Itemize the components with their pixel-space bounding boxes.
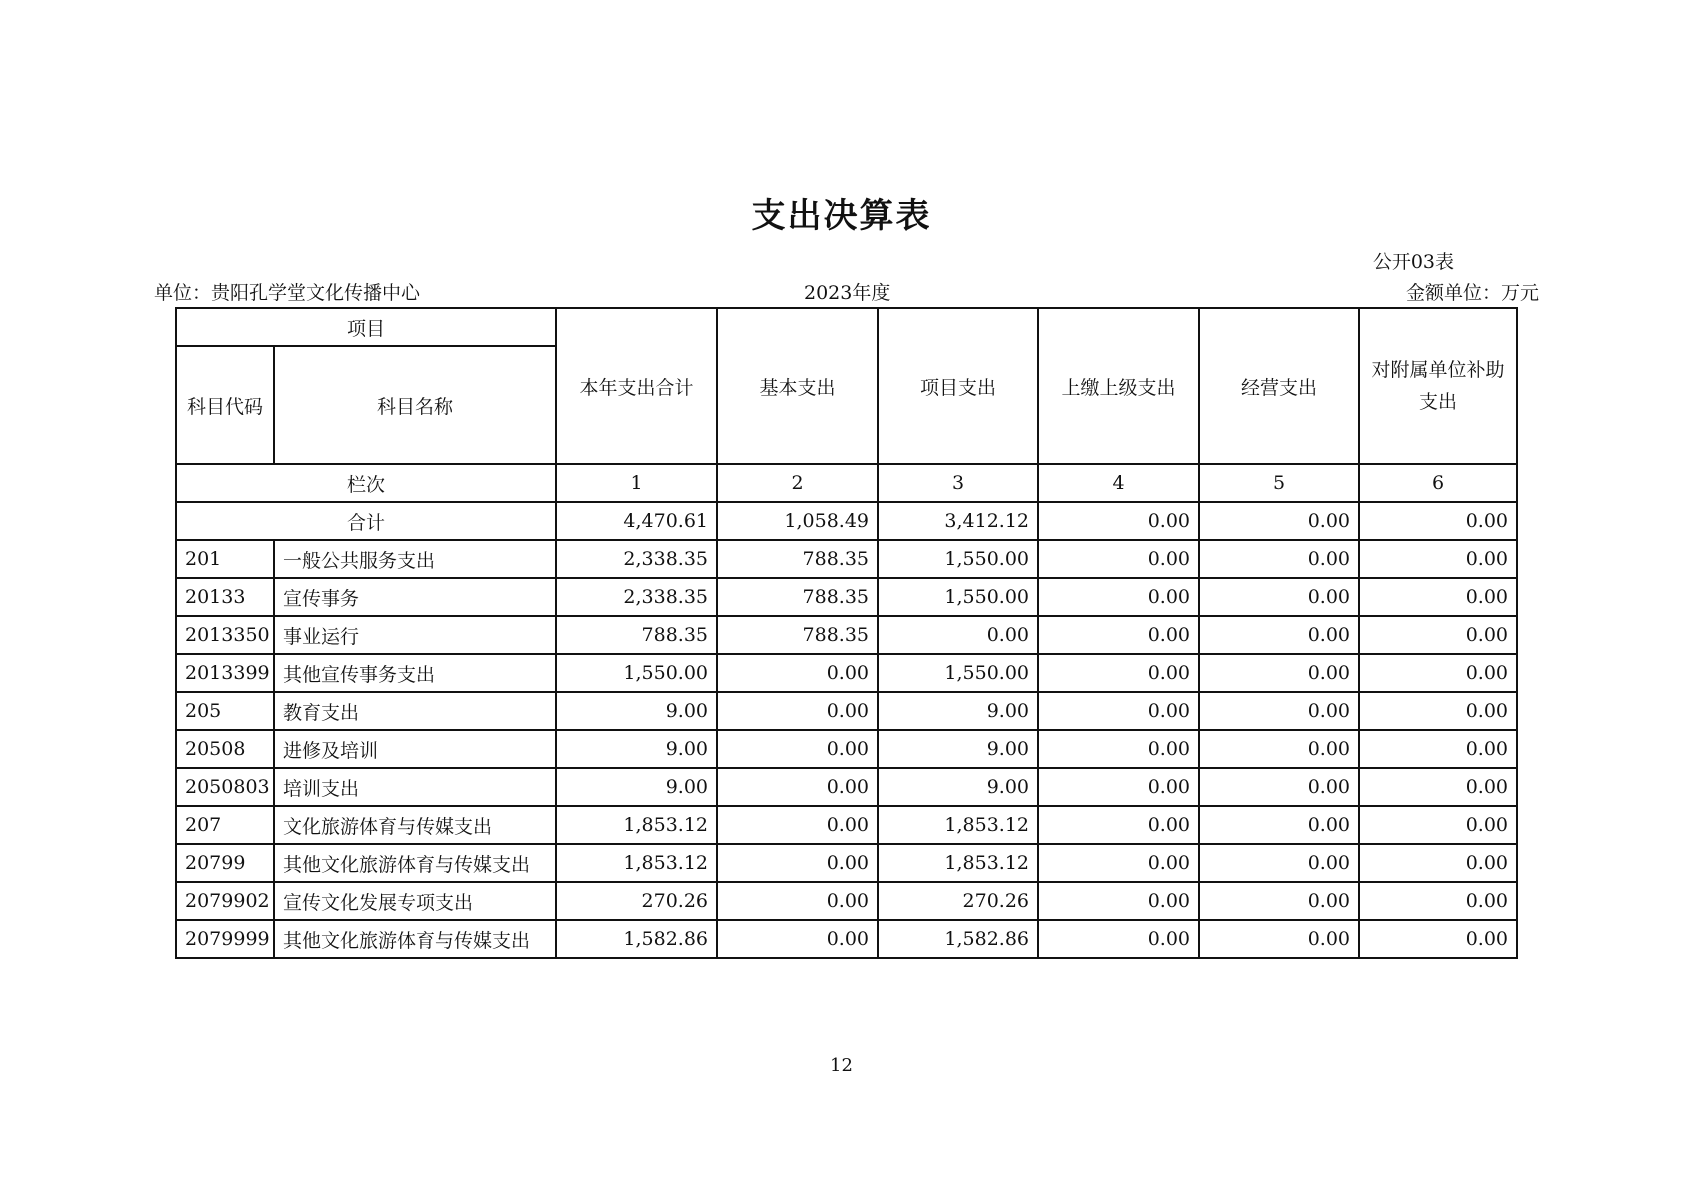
table-row xyxy=(176,654,1517,692)
amount-cell: 0.00 xyxy=(1038,692,1199,730)
subject-code: 207 xyxy=(176,806,274,844)
amount-cell: 2,338.35 xyxy=(556,540,717,578)
amount-cell: 0.00 xyxy=(1359,654,1517,692)
amount-cell: 0.00 xyxy=(717,692,878,730)
total-cell: 4,470.61 xyxy=(556,502,717,540)
index-cell: 5 xyxy=(1199,464,1359,502)
amount-cell: 0.00 xyxy=(1199,844,1359,882)
amount-cell: 1,582.86 xyxy=(556,920,717,958)
amount-cell: 9.00 xyxy=(878,730,1038,768)
amount-cell: 270.26 xyxy=(878,882,1038,920)
amount-cell: 0.00 xyxy=(717,882,878,920)
amount-cell: 1,550.00 xyxy=(878,654,1038,692)
amount-cell: 9.00 xyxy=(556,730,717,768)
amount-cell: 0.00 xyxy=(1359,768,1517,806)
table-row xyxy=(176,540,1517,578)
amount-cell: 1,853.12 xyxy=(878,844,1038,882)
amount-cell: 9.00 xyxy=(878,692,1038,730)
header-col2: 基本支出 xyxy=(717,308,878,464)
header-col1: 本年支出合计 xyxy=(556,308,717,464)
subject-name: 其他文化旅游体育与传媒支出 xyxy=(274,844,556,882)
amount-cell: 0.00 xyxy=(717,654,878,692)
amount-cell: 788.35 xyxy=(717,578,878,616)
subject-code: 201 xyxy=(176,540,274,578)
amount-cell: 0.00 xyxy=(1038,578,1199,616)
amount-cell: 0.00 xyxy=(1199,920,1359,958)
index-cell: 6 xyxy=(1359,464,1517,502)
amount-cell: 0.00 xyxy=(1359,540,1517,578)
index-cell: 3 xyxy=(878,464,1038,502)
index-cell: 1 xyxy=(556,464,717,502)
amount-cell: 0.00 xyxy=(1359,730,1517,768)
subject-name: 一般公共服务支出 xyxy=(274,540,556,578)
amount-cell: 0.00 xyxy=(717,844,878,882)
subject-name: 事业运行 xyxy=(274,616,556,654)
amount-cell: 0.00 xyxy=(1199,654,1359,692)
unit-row xyxy=(154,278,1539,304)
amount-cell: 788.35 xyxy=(717,616,878,654)
amount-cell: 0.00 xyxy=(1199,540,1359,578)
amount-cell: 0.00 xyxy=(1038,806,1199,844)
total-row xyxy=(176,502,1517,540)
header-code: 科目代码 xyxy=(176,346,274,464)
subject-code: 2050803 xyxy=(176,768,274,806)
subject-code: 2013350 xyxy=(176,616,274,654)
amount-cell: 1,550.00 xyxy=(878,578,1038,616)
subject-name: 宣传事务 xyxy=(274,578,556,616)
subject-code: 20133 xyxy=(176,578,274,616)
amount-cell: 0.00 xyxy=(878,616,1038,654)
amount-cell: 0.00 xyxy=(1038,654,1199,692)
index-label: 栏次 xyxy=(176,464,556,502)
total-cell: 0.00 xyxy=(1199,502,1359,540)
subject-name: 教育支出 xyxy=(274,692,556,730)
header-name: 科目名称 xyxy=(274,346,556,464)
amount-cell: 2,338.35 xyxy=(556,578,717,616)
amount-cell: 0.00 xyxy=(1038,540,1199,578)
index-cell: 2 xyxy=(717,464,878,502)
table-row xyxy=(176,882,1517,920)
amount-cell: 270.26 xyxy=(556,882,717,920)
expenditure-table xyxy=(175,307,1518,959)
subject-name: 其他宣传事务支出 xyxy=(274,654,556,692)
amount-cell: 0.00 xyxy=(1359,692,1517,730)
amount-cell: 0.00 xyxy=(1359,806,1517,844)
amount-cell: 0.00 xyxy=(1359,578,1517,616)
amount-cell: 0.00 xyxy=(1038,616,1199,654)
table-row xyxy=(176,578,1517,616)
header-col3: 项目支出 xyxy=(878,308,1038,464)
total-cell: 0.00 xyxy=(1038,502,1199,540)
amount-cell: 9.00 xyxy=(878,768,1038,806)
header-col6: 对附属单位补助支出 xyxy=(1359,308,1517,464)
amount-cell: 0.00 xyxy=(717,730,878,768)
table-row xyxy=(176,616,1517,654)
amount-cell: 788.35 xyxy=(556,616,717,654)
amount-cell: 0.00 xyxy=(1038,730,1199,768)
amount-cell: 0.00 xyxy=(717,920,878,958)
table-row xyxy=(176,844,1517,882)
table-row xyxy=(176,768,1517,806)
amount-cell: 0.00 xyxy=(1359,616,1517,654)
amount-cell: 1,853.12 xyxy=(556,806,717,844)
header-col5: 经营支出 xyxy=(1199,308,1359,464)
form-number: 公开03表 xyxy=(1372,251,1454,273)
index-row xyxy=(176,464,1517,502)
total-cell: 3,412.12 xyxy=(878,502,1038,540)
table-row xyxy=(176,692,1517,730)
total-cell: 0.00 xyxy=(1359,502,1517,540)
money-unit-label: 金额单位：万元 xyxy=(1405,282,1539,304)
header-row-1 xyxy=(176,308,1517,346)
table-row xyxy=(176,920,1517,958)
amount-cell: 0.00 xyxy=(717,768,878,806)
amount-cell: 1,550.00 xyxy=(556,654,717,692)
amount-cell: 0.00 xyxy=(1038,844,1199,882)
amount-cell: 0.00 xyxy=(717,806,878,844)
header-col4: 上缴上级支出 xyxy=(1038,308,1199,464)
amount-cell: 1,582.86 xyxy=(878,920,1038,958)
amount-cell: 0.00 xyxy=(1199,578,1359,616)
subject-code: 20508 xyxy=(176,730,274,768)
table-row xyxy=(176,806,1517,844)
page-title: 支出决算表 xyxy=(751,196,932,236)
subject-name: 文化旅游体育与传媒支出 xyxy=(274,806,556,844)
amount-cell: 1,853.12 xyxy=(878,806,1038,844)
page-number: 12 xyxy=(830,1055,853,1076)
unit-label: 单位：贵阳孔学堂文化传播中心 xyxy=(154,282,421,304)
table-row xyxy=(176,730,1517,768)
amount-cell: 0.00 xyxy=(1038,882,1199,920)
total-label: 合计 xyxy=(176,502,556,540)
amount-cell: 0.00 xyxy=(1199,882,1359,920)
amount-cell: 9.00 xyxy=(556,768,717,806)
amount-cell: 0.00 xyxy=(1359,882,1517,920)
amount-cell: 0.00 xyxy=(1199,616,1359,654)
amount-cell: 1,550.00 xyxy=(878,540,1038,578)
amount-cell: 0.00 xyxy=(1038,920,1199,958)
amount-cell: 0.00 xyxy=(1359,920,1517,958)
subject-name: 其他文化旅游体育与传媒支出 xyxy=(274,920,556,958)
subject-name: 培训支出 xyxy=(274,768,556,806)
amount-cell: 0.00 xyxy=(1199,692,1359,730)
subject-code: 2079999 xyxy=(176,920,274,958)
subject-name: 宣传文化发展专项支出 xyxy=(274,882,556,920)
header-item: 项目 xyxy=(176,308,556,346)
amount-cell: 0.00 xyxy=(1199,768,1359,806)
amount-cell: 0.00 xyxy=(1038,768,1199,806)
amount-cell: 1,853.12 xyxy=(556,844,717,882)
subject-code: 2079902 xyxy=(176,882,274,920)
amount-cell: 9.00 xyxy=(556,692,717,730)
amount-cell: 0.00 xyxy=(1199,730,1359,768)
amount-cell: 788.35 xyxy=(717,540,878,578)
subject-code: 20799 xyxy=(176,844,274,882)
total-cell: 1,058.49 xyxy=(717,502,878,540)
amount-cell: 0.00 xyxy=(1359,844,1517,882)
subject-name: 进修及培训 xyxy=(274,730,556,768)
subject-code: 2013399 xyxy=(176,654,274,692)
amount-cell: 0.00 xyxy=(1199,806,1359,844)
subject-code: 205 xyxy=(176,692,274,730)
index-cell: 4 xyxy=(1038,464,1199,502)
fiscal-year: 2023年度 xyxy=(804,282,891,304)
